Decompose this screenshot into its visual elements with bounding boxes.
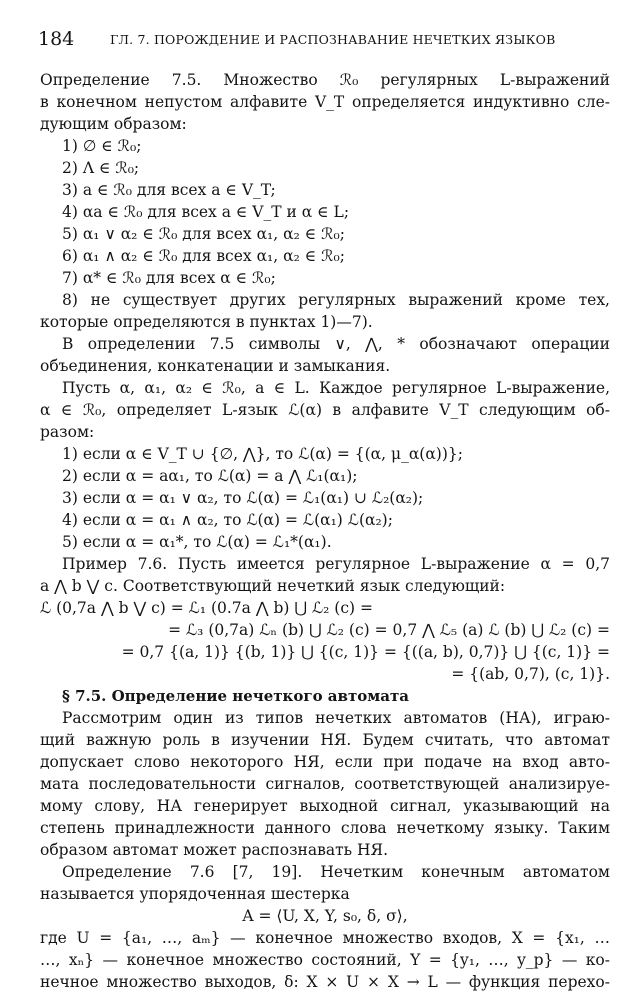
list-item: 5) α₁ ∨ α₂ ∈ ℛ₀ для всех α₁, α₂ ∈ ℛ₀;: [62, 225, 345, 243]
list-item: 4) αa ∈ ℛ₀ для всех a ∈ V_T и α ∈ L;: [62, 203, 350, 221]
text-line: где U = {a₁, …, aₘ} — конечное множество входов, X = {x₁, …: [40, 929, 610, 947]
list-item: 8) не существует других регулярных выражений кроме тех,: [62, 291, 610, 309]
text-line: называется упорядоченная шестерка: [40, 885, 350, 903]
text-line: степень принадлежности данного слова нечеткому языку. Таким: [40, 819, 610, 837]
text-line: щий важную роль в изучении НЯ. Будем считать, что автомат: [40, 731, 610, 749]
list-item: 1) ∅ ∈ ℛ₀;: [62, 137, 142, 155]
running-title: ГЛ. 7. ПОРОЖДЕНИЕ И РАСПОЗНАВАНИЕ НЕЧЕТКИХ ЯЗЫКОВ: [110, 32, 556, 47]
text-line: Рассмотрим один из типов нечетких автоматов (НА), играю-: [62, 709, 610, 727]
text-line: a ⋀ b ⋁ c. Соответствующий нечеткий язык следующий:: [40, 577, 506, 595]
list-item: 6) α₁ ∧ α₂ ∈ ℛ₀ для всех α₁, α₂ ∈ ℛ₀;: [62, 247, 345, 265]
list-item: 1) если α ∈ V_T ∪ {∅, ⋀}, то ℒ(α) = {(α, μ_α(α))};: [62, 445, 463, 463]
list-item: 5) если α = α₁*, то ℒ(α) = ℒ₁*(α₁).: [62, 533, 332, 551]
text-line: Пусть α, α₁, α₂ ∈ ℛ₀, a ∈ L. Каждое регулярное L-выражение,: [62, 379, 610, 397]
list-item: 3) если α = α₁ ∨ α₂, то ℒ(α) = ℒ₁(α₁) ∪ ℒ₂(α₂);: [62, 489, 424, 507]
text-line: дующим образом:: [40, 115, 187, 133]
list-item: 3) a ∈ ℛ₀ для всех a ∈ V_T;: [62, 181, 276, 199]
text-line: разом:: [40, 423, 95, 441]
formula-line: = {(ab, 0,7), (c, 1)}.: [451, 665, 610, 683]
text-line: допускает слово некоторого НЯ, если при подаче на вход авто-: [40, 753, 610, 771]
formula-line: ℒ (0,7a ⋀ b ⋁ c) = ℒ₁ (0.7a ⋀ b) ⋃ ℒ₂ (c) =: [40, 599, 374, 617]
text-line: нечное множество выходов, δ: X × U × X → L — функция перехо-: [40, 973, 610, 991]
formula-line: = 0,7 {(a, 1)} {(b, 1)} ⋃ {(c, 1)} = {((a, b), 0,7)} ⋃ {(c, 1)} =: [121, 643, 610, 661]
text-line: в конечном непустом алфавите V_T определяется индуктивно сле-: [40, 93, 610, 111]
list-item: 2) Λ ∈ ℛ₀;: [62, 159, 140, 177]
section-heading: § 7.5. Определение нечеткого автомата: [62, 687, 410, 705]
text-line: мому слову, НА генерирует выходной сигнал, указывающий на: [40, 797, 610, 815]
list-item: 4) если α = α₁ ∧ α₂, то ℒ(α) = ℒ(α₁) ℒ(α₂);: [62, 511, 393, 529]
page-number: 184: [38, 28, 75, 50]
text-line: объединения, конкатенации и замыкания.: [40, 357, 391, 375]
list-item: 2) если α = aα₁, то ℒ(α) = a ⋀ ℒ₁(α₁);: [62, 467, 358, 485]
text-line: α ∈ ℛ₀, определяет L-язык ℒ(α) в алфавите V_T следующим об-: [40, 401, 610, 419]
text-line: Определение 7.5. Множество ℛ₀ регулярных L-выражений: [40, 71, 610, 89]
formula-line: = ℒ₃ (0,7a) ℒₙ (b) ⋃ ℒ₂ (c) = 0,7 ⋀ ℒ₅ (a) ℒ (b) ⋃ ℒ₂ (c) =: [168, 621, 610, 639]
text-line: мата последовательности сигналов, соответствующей анализируе-: [40, 775, 610, 793]
text-line: Пример 7.6. Пусть имеется регулярное L-выражение α = 0,7: [62, 555, 610, 573]
text-line: Определение 7.6 [7, 19]. Нечетким конечным автоматом: [62, 863, 610, 881]
text-line: …, xₙ} — конечное множество состояний, Y = {y₁, …, y_p} — ко-: [40, 951, 610, 969]
text-line: В определении 7.5 символы ∨, ⋀, * обозначают операции: [62, 335, 610, 353]
list-item: 7) α* ∈ ℛ₀ для всех α ∈ ℛ₀;: [62, 269, 276, 287]
page-header: [38, 28, 613, 50]
text-line: которые определяются в пунктах 1)—7).: [40, 313, 373, 331]
formula-line: A = ⟨U, X, Y, s₀, δ, σ⟩,: [242, 907, 408, 925]
text-line: образом автомат может распознавать НЯ.: [40, 841, 388, 859]
